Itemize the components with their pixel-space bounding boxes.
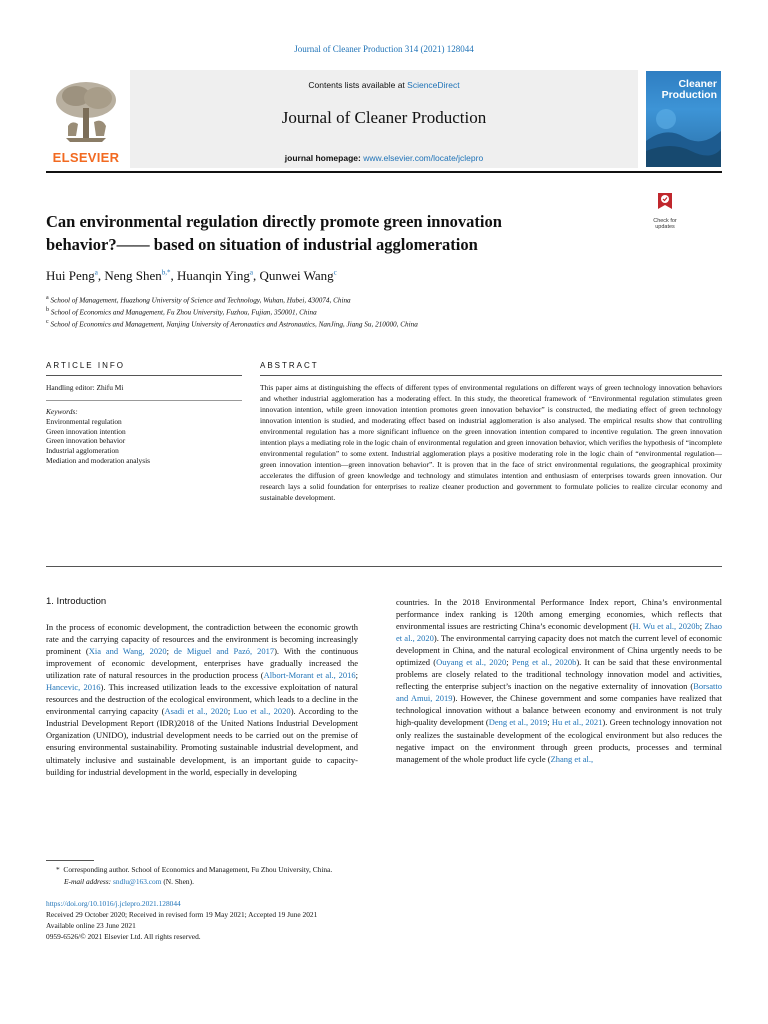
- affiliation-a: [46, 295, 351, 304]
- corresponding-text: Corresponding author. School of Economics and Management, Fu Zhou University, China.: [63, 865, 333, 874]
- text-run: ). According to the Industrial Development Report (IDR)2018 of the United Nations Industrial Development Organization (UNIDO), industrial development needs to be carried out on the premise of ensuring environmental sustainability. Promoting sustainable industrial development, and ultimately inclusive and sustainable development, is an important guide to capacity-building for industrial development in the world, especially in developing: [46, 706, 358, 777]
- text-run: ;: [166, 646, 174, 657]
- author-name[interactable]: Hui Peng: [46, 268, 95, 283]
- doi-link[interactable]: https://doi.org/10.1016/j.jclepro.2021.128044: [46, 899, 181, 908]
- text-run: ). The environmental carrying capacity does not match the current level of economic development in China, and the natural ecological environment of China urgently needs to be optimized (: [396, 633, 722, 668]
- citation-link[interactable]: Deng et al., 2019: [488, 717, 548, 728]
- email-link[interactable]: sndlu@163.com: [113, 877, 162, 886]
- cover-title: [651, 79, 717, 101]
- corresponding-author-note: [46, 864, 332, 875]
- homepage-prefix: journal homepage:: [284, 153, 364, 163]
- intro-paragraph: [396, 596, 722, 765]
- received-dates: Received 29 October 2020; Received in revised form 19 May 2021; Accepted 19 June 2021: [46, 910, 318, 919]
- intro-paragraph: [46, 621, 358, 778]
- text-run: ;: [355, 670, 358, 681]
- journal-citation[interactable]: Journal of Cleaner Production 314 (2021) 128044: [294, 44, 474, 54]
- abstract-heading: ABSTRACT: [260, 361, 319, 370]
- intro-right-column: [396, 596, 722, 765]
- citation-link[interactable]: Zhang et al.,: [550, 753, 594, 764]
- citation-link[interactable]: Borsatto and Amui, 2019: [396, 681, 722, 704]
- handling-editor: Handling editor: Zhifu Mi: [46, 383, 124, 392]
- citation-link[interactable]: Luo et al., 2020: [233, 706, 291, 717]
- author-affiliation-marker[interactable]: b,*: [161, 268, 171, 277]
- author-affiliation-marker[interactable]: c: [333, 268, 337, 277]
- citation-link[interactable]: Albort-Morant et al., 2016: [263, 670, 356, 681]
- cover-title-line2: Production: [661, 89, 717, 101]
- affiliation-text: School of Economics and Management, Nanjing University of Aeronautics and Astronautics, NanJing, Jiang Su, 210000, China: [50, 320, 418, 329]
- affiliation-text: School of Management, Huazhong University of Science and Technology, Wuhan, Hubei, 430074, China: [50, 296, 351, 305]
- text-run: ;: [699, 621, 705, 632]
- journal-homepage: [130, 153, 638, 163]
- affiliation-c: [46, 319, 418, 328]
- article-title: [46, 210, 606, 256]
- citation-link[interactable]: de Miguel and Pazó, 2017: [173, 646, 275, 657]
- article-info-divider: [46, 400, 242, 401]
- homepage-link[interactable]: www.elsevier.com/locate/jclepro: [363, 153, 484, 163]
- citation-link[interactable]: Xia and Wang, 2020: [88, 646, 167, 657]
- intro-left-column: [46, 621, 358, 778]
- footnote-rule: [46, 860, 94, 861]
- text-run: ). Green technology innovation not only realizes the sustainable development of the ecological environment but also reduces the negative impact on the environment through green products, processes and terminal management of the whole product life cycle (: [396, 717, 722, 764]
- affiliation-marker: b: [46, 307, 49, 313]
- keyword-item: Environmental regulation: [46, 416, 122, 426]
- article-title-line1: Can environmental regulation directly promote green innovation: [46, 212, 502, 231]
- author-name[interactable]: Huanqin Ying: [177, 268, 250, 283]
- footnote-asterisk: *: [56, 865, 64, 874]
- cover-title-line1: Cleaner: [678, 78, 717, 90]
- text-run: ). This increased utilization leads to the excessive exploitation of natural resources and the destruction of the ecological environment, which leads to a decline in the environmental carrying capacity (: [46, 682, 359, 717]
- abstract-rule-top: [260, 375, 722, 376]
- keyword-item: Green innovation behavior: [46, 436, 126, 446]
- citation-link[interactable]: H. Wu et al., 2020b: [632, 621, 700, 632]
- author-name[interactable]: Neng Shen: [104, 268, 162, 283]
- email-suffix: (N. Shen).: [161, 877, 194, 886]
- author-name[interactable]: Qunwei Wang: [259, 268, 334, 283]
- check-badge-line2: updates: [655, 224, 675, 230]
- publication-info: [46, 898, 317, 942]
- keyword-item: Industrial agglomeration: [46, 446, 119, 456]
- affiliation-text: School of Economics and Management, Fu Zhou University, Fuzhou, Fujian, 350001, China: [50, 308, 317, 317]
- text-run: countries. In the 2018 Environmental Performance Index report, China’s environmental performance index ranking is 120th among emerging economies, which reflects that environmental issues are restricting China’s economic development (: [396, 597, 722, 632]
- affiliation-b: [46, 307, 317, 316]
- elsevier-wordmark[interactable]: ELSEVIER: [52, 150, 120, 165]
- text-run: ;: [506, 657, 512, 668]
- affiliation-marker: a: [46, 295, 49, 301]
- citation-link[interactable]: Peng et al., 2020b: [511, 657, 577, 668]
- citation-link[interactable]: Hu et al., 2021: [551, 717, 603, 728]
- author-affiliation-marker[interactable]: a: [94, 268, 98, 277]
- check-for-updates-badge[interactable]: [648, 191, 682, 229]
- contents-prefix: Contents lists available at: [308, 80, 408, 90]
- article-title-line2: behavior?—— based on situation of industrial agglomeration: [46, 235, 478, 254]
- journal-cover-image[interactable]: [646, 71, 721, 167]
- sciencedirect-link[interactable]: ScienceDirect: [407, 80, 460, 90]
- article-info-rule: [46, 375, 242, 376]
- citation-link[interactable]: Hancevic, 2016: [46, 682, 101, 693]
- email-note: [46, 876, 194, 887]
- affiliation-marker: c: [46, 319, 49, 325]
- text-run: ). It can be said that these environmental problems are closely related to the traditional technology innovation model and activities, reflecting the enterprise subject’s inaction on the negative externality of innovation (: [396, 657, 722, 692]
- available-online: Available online 23 June 2021: [46, 921, 136, 930]
- keyword-item: Mediation and moderation analysis: [46, 455, 151, 465]
- citation-link[interactable]: Asadi et al., 2020: [164, 706, 228, 717]
- check-badge-line1: Check for: [653, 218, 677, 224]
- journal-title: Journal of Cleaner Production: [281, 108, 487, 127]
- email-label: E-mail address:: [64, 877, 113, 886]
- author-list: Hui Peng$^a$, Neng Shen$^{b,*}$, Huanqin Ying$^a$, Qunwei Wang$^c$: [46, 268, 337, 283]
- section-heading-introduction: 1. Introduction: [46, 596, 107, 607]
- article-info-heading: ARTICLE INFO: [46, 361, 125, 370]
- contents-line: [130, 80, 638, 90]
- citation-link[interactable]: Zhao et al., 2020: [396, 621, 722, 644]
- citation-link[interactable]: Ouyang et al., 2020: [436, 657, 507, 668]
- text-run: ;: [227, 706, 234, 717]
- text-run: In the process of economic development, the contradiction between the economic growth rate and the carrying capacity of resources and the environment is becoming increasingly prominent (: [46, 622, 358, 657]
- text-run: ). With the continuous improvement of economic development, enterprises have gradually increased the utilization rate of natural resources in the production process (: [46, 646, 359, 681]
- author-affiliation-marker[interactable]: a: [249, 268, 253, 277]
- keywords-block: [46, 407, 150, 466]
- abstract-rule-bottom: [46, 566, 722, 567]
- text-run: ). However, the Chinese government and some companies have realized that technological innovation without a balance between economy and environment is not truly high-quality development (: [396, 693, 723, 728]
- header-divider: [46, 171, 722, 173]
- copyright-notice: 0959-6526/© 2021 Elsevier Ltd. All rights reserved.: [46, 932, 201, 941]
- keywords-label: Keywords:: [46, 407, 78, 416]
- text-run: ;: [547, 717, 552, 728]
- keyword-item: Green innovation intention: [46, 426, 126, 436]
- abstract-text: This paper aims at distinguishing the effects of different types of environmental regulations on different ways of green technology innovation behaviors and whether industrial agglomeration has a moderating effect. In this study, the theoretical framework of “Environmental regulation stimulates green innovation intention, while green innovation intention promotes green innovation behavior” is constructed, the mediating effect of green technology innovation intention is studied, and moderating effect based on industrial agglomeration is also analysed. The empirical results show that controlling environmental regulation has a more significant influence on the green innovation intention compared to incentive regulation. The green innovation intention plays a mediating role in the logic chain of environmental regulation and green innovation behavior, which verifies the hypothesis of “incomplete environmental regulation” to some extent. Industrial agglomeration plays a positive moderating role in the logic chain of “environmental regulation—green innovation intention—green innovation behavior”. It is proven that in the face of strict environmental regulations, the geographical proximity accelerates the diffusion of green knowledge and technology and stimulates intention and enthusiasm of enterprises towards green innovation. Our research lays a solid foundation for enterprises to realize cleaner production and government to formulate policies to realize circular economy and sustainable development.: [260, 383, 722, 502]
